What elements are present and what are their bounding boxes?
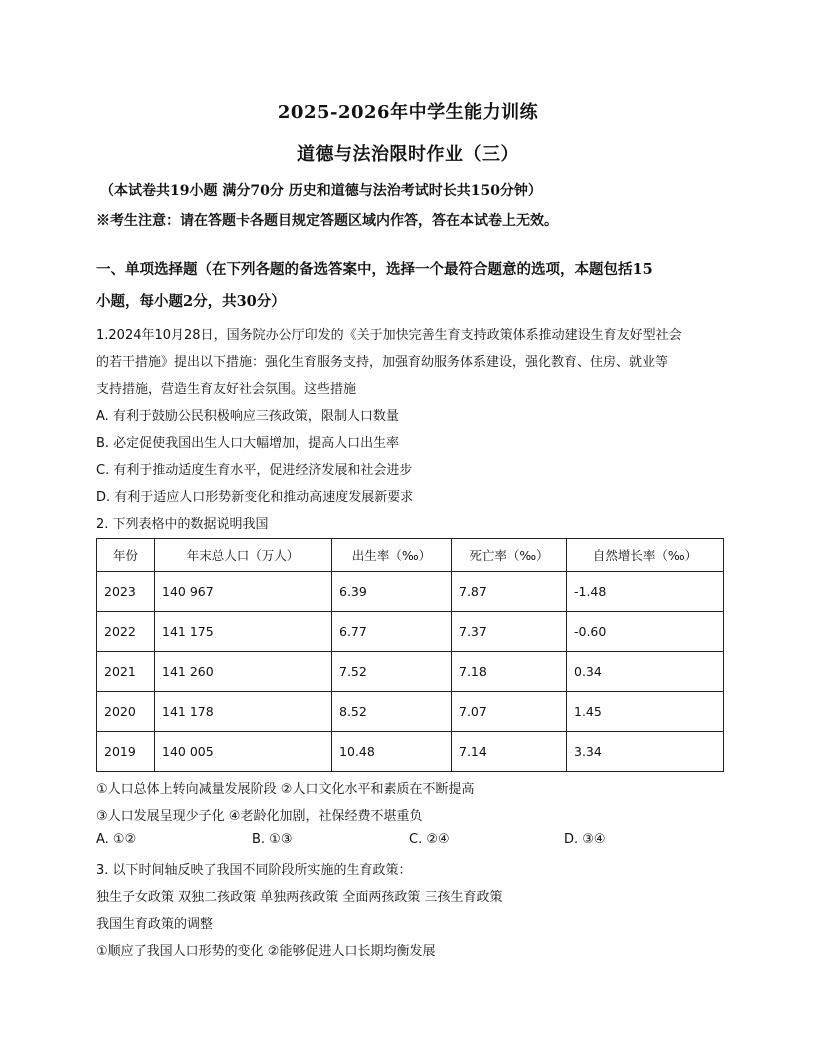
header-year: 年份 (97, 539, 155, 572)
cell-death-rate: 7.07 (452, 692, 567, 732)
q2-stem: 2. 下列表格中的数据说明我国 (96, 517, 269, 532)
exam-notice: ※考生注意：请在答题卡各题目规定答题区域内作答，答在本试卷上无效。 (96, 213, 558, 229)
cell-birth-rate: 7.52 (332, 652, 452, 692)
q1-option-d: D. 有利于适应人口形势新变化和推动高速度发展新要求 (96, 490, 414, 505)
q3-statement-line1: ①顺应了我国人口形势的变化 ②能够促进人口长期均衡发展 (96, 944, 436, 959)
cell-birth-rate: 6.39 (332, 572, 452, 612)
cell-population: 141 260 (155, 652, 332, 692)
q1-option-b: B. 必定促使我国出生人口大幅增加，提高人口出生率 (96, 436, 400, 451)
exam-subtitle: 道德与法治限时作业（三） (297, 144, 519, 165)
q2-option-b: B. ①③ (252, 832, 293, 847)
q3-timeline: 独生子女政策 双独二孩政策 单独两孩政策 全面两孩政策 三孩生育政策 (96, 890, 503, 905)
q1-stem-line2: 的若干措施》提出以下措施：强化生育服务支持，加强育幼服务体系建设，强化教育、住房、就业等 (96, 355, 669, 370)
cell-population: 141 175 (155, 612, 332, 652)
table-row (97, 652, 724, 692)
q2-statement-line1: ①人口总体上转向减量发展阶段 ②人口文化水平和素质在不断提高 (96, 782, 475, 797)
q3-stem2: 我国生育政策的调整 (96, 917, 214, 932)
q2-statement-line2: ③人口发展呈现少子化 ④老龄化加剧，社保经费不堪重负 (96, 809, 423, 824)
header-birth-rate: 出生率（‰） (332, 539, 452, 572)
cell-growth-rate: 0.34 (567, 652, 724, 692)
cell-death-rate: 7.14 (452, 732, 567, 772)
cell-population: 140 967 (155, 572, 332, 612)
cell-year: 2023 (97, 572, 155, 612)
population-table (96, 538, 724, 772)
cell-year: 2022 (97, 612, 155, 652)
header-growth-rate: 自然增长率（‰） (567, 539, 724, 572)
header-death-rate: 死亡率（‰） (452, 539, 567, 572)
cell-birth-rate: 10.48 (332, 732, 452, 772)
q2-option-c: C. ②④ (409, 832, 450, 847)
cell-year: 2021 (97, 652, 155, 692)
exam-info: （本试卷共19小题 满分70分 历史和道德与法治考试时长共150分钟） (100, 183, 542, 199)
section-heading-line1: 一、单项选择题（在下列各题的备选答案中，选择一个最符合题意的选项，本题包括15 (96, 261, 653, 278)
q2-option-a: A. ①② (96, 832, 137, 847)
q1-stem-line1: 1.2024年10月28日，国务院办公厅印发的《关于加快完善生育支持政策体系推动建设生育友好型社会 (96, 328, 682, 343)
q1-option-a: A. 有利于鼓励公民积极响应三孩政策，限制人口数量 (96, 409, 399, 424)
header-population: 年末总人口（万人） (155, 539, 332, 572)
cell-year: 2020 (97, 692, 155, 732)
cell-death-rate: 7.37 (452, 612, 567, 652)
table-row (97, 692, 724, 732)
q2-option-d: D. ③④ (564, 832, 606, 847)
q1-option-c: C. 有利于推动适度生育水平，促进经济发展和社会进步 (96, 463, 413, 478)
table-row (97, 612, 724, 652)
cell-growth-rate: 3.34 (567, 732, 724, 772)
exam-title: 2025-2026年中学生能力训练 (277, 102, 539, 123)
cell-death-rate: 7.18 (452, 652, 567, 692)
q3-stem: 3. 以下时间轴反映了我国不同阶段所实施的生育政策： (96, 863, 412, 878)
cell-death-rate: 7.87 (452, 572, 567, 612)
cell-birth-rate: 6.77 (332, 612, 452, 652)
q1-stem-line3: 支持措施，营造生育友好社会氛围。这些措施 (96, 382, 357, 397)
table-row (97, 732, 724, 772)
cell-growth-rate: -1.48 (567, 572, 724, 612)
table-row (97, 572, 724, 612)
section-heading-line2: 小题，每小题2分，共30分） (96, 293, 286, 310)
cell-year: 2019 (97, 732, 155, 772)
cell-population: 141 178 (155, 692, 332, 732)
cell-growth-rate: 1.45 (567, 692, 724, 732)
table-header-row (97, 539, 724, 572)
cell-growth-rate: -0.60 (567, 612, 724, 652)
cell-birth-rate: 8.52 (332, 692, 452, 732)
cell-population: 140 005 (155, 732, 332, 772)
